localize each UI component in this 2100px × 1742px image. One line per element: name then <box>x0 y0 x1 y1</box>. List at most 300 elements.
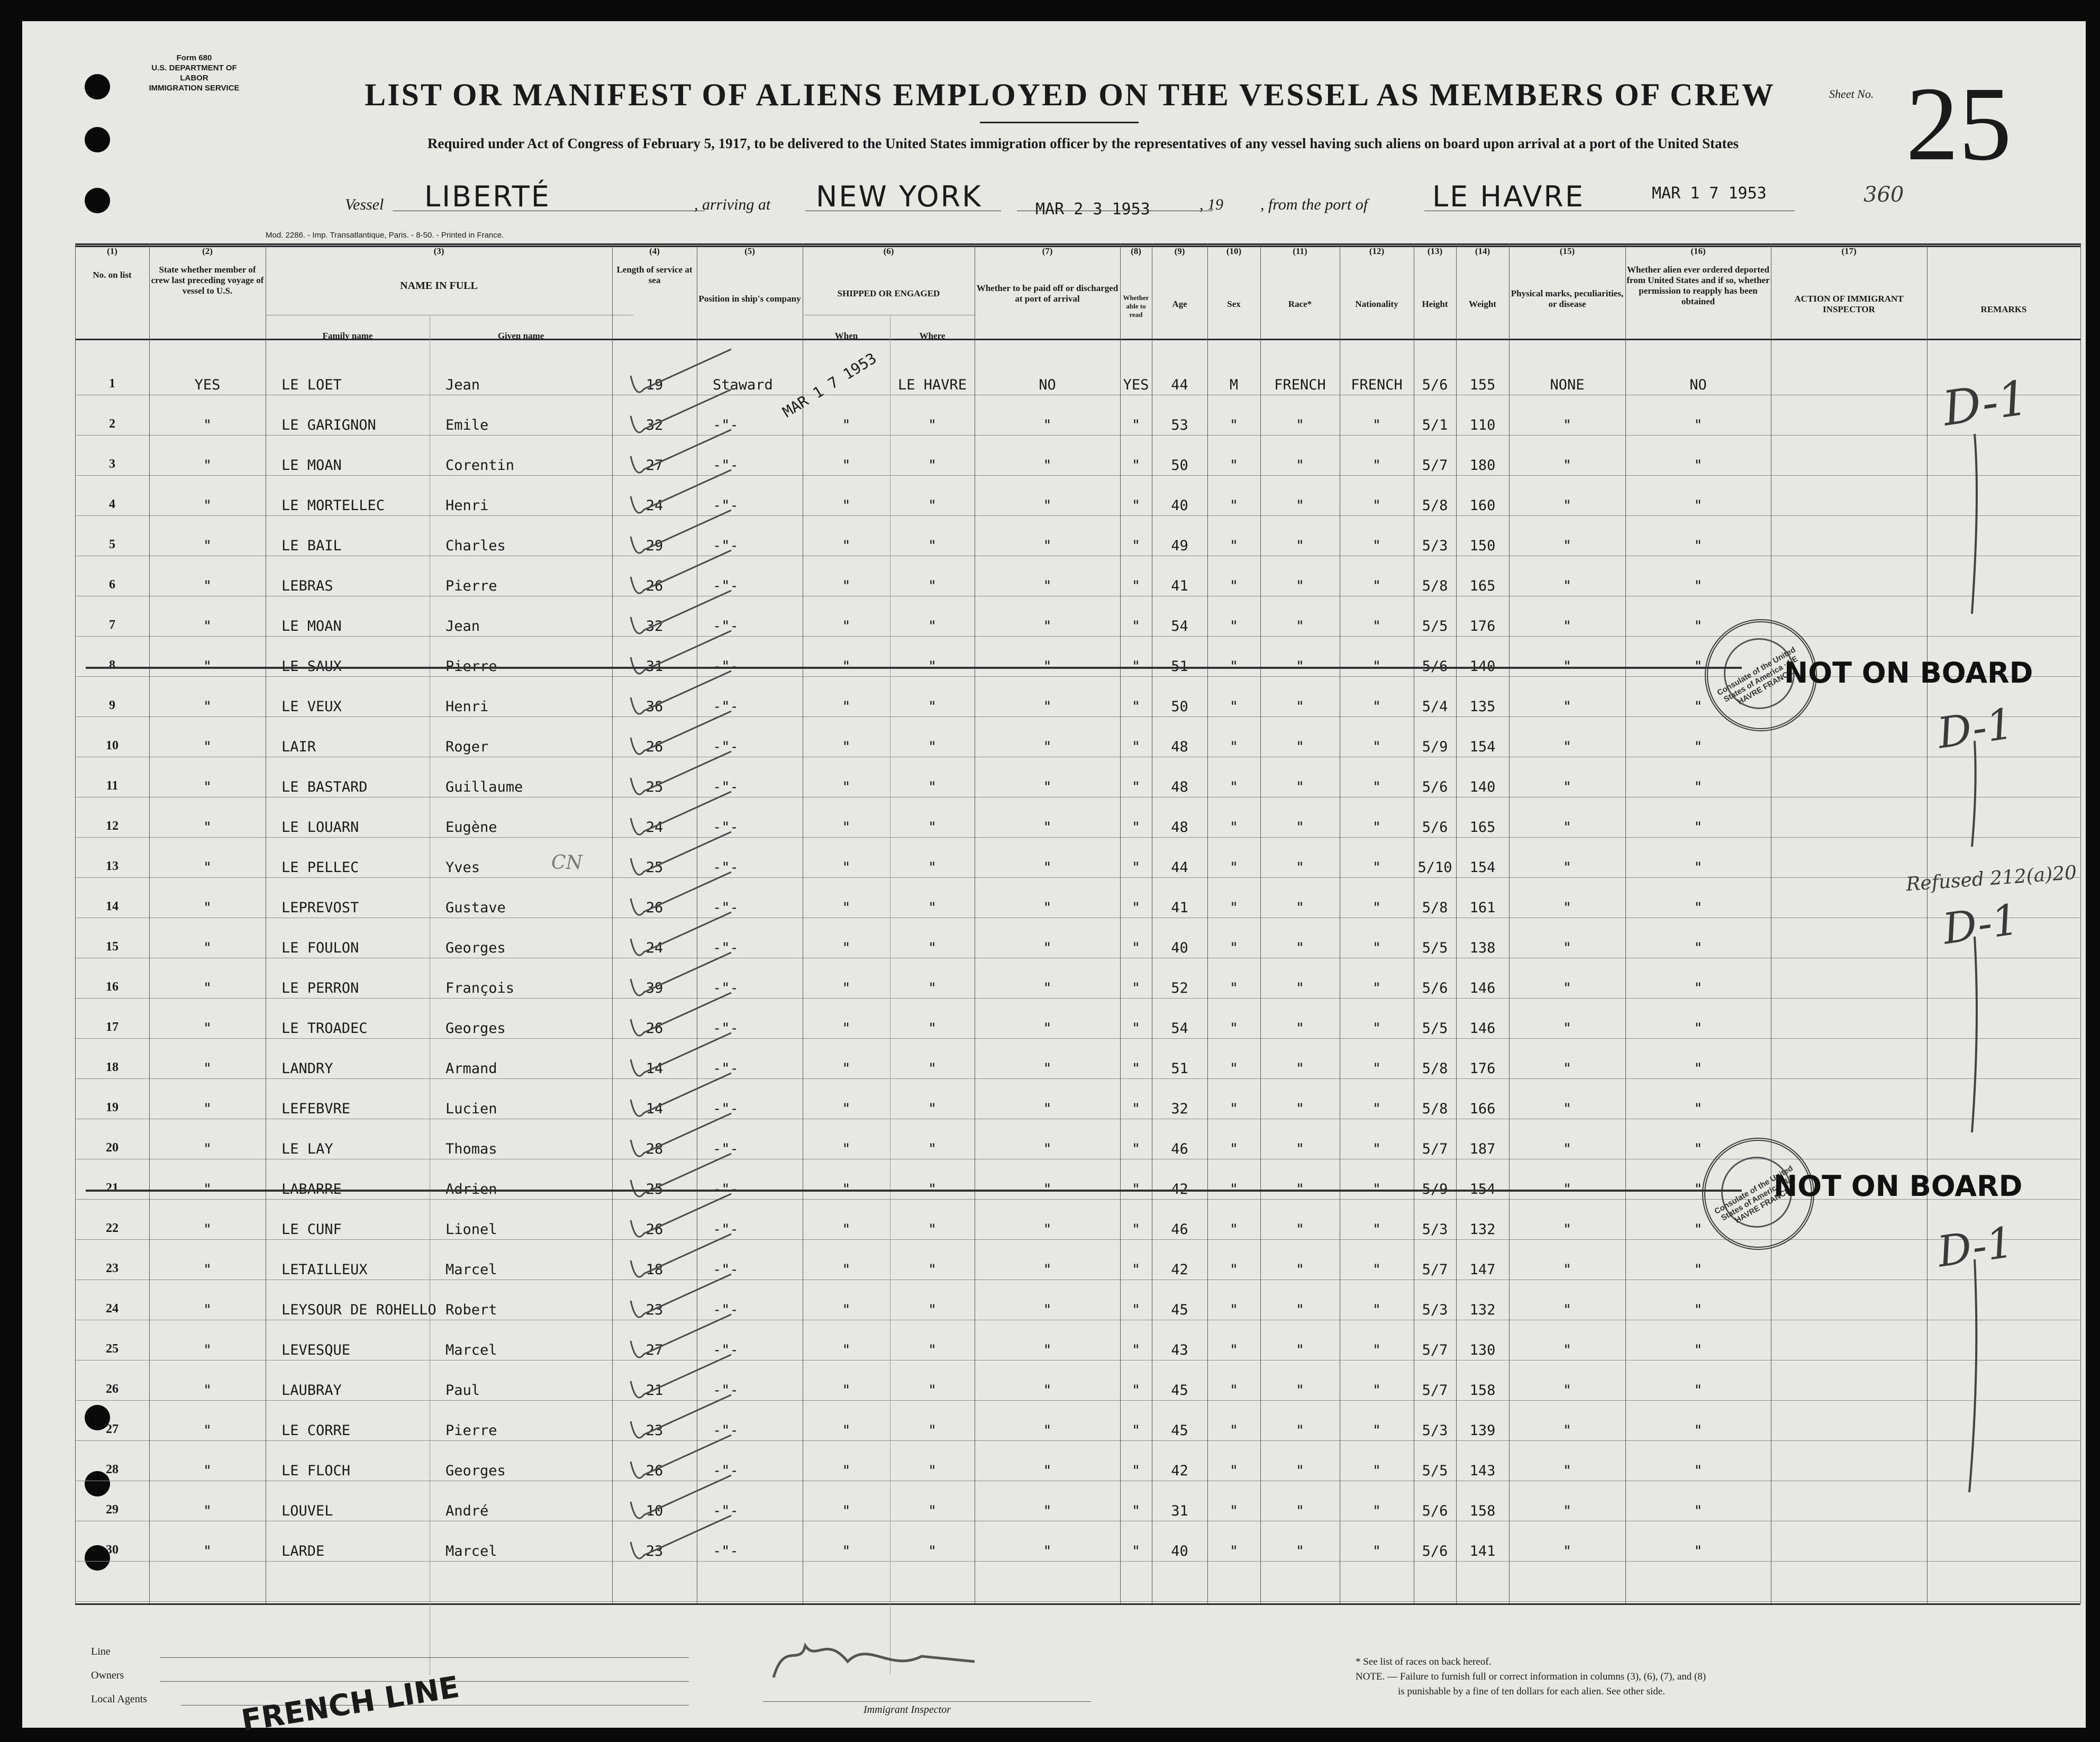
pen-check-mark <box>631 952 731 995</box>
cell-no: 7 <box>109 618 115 632</box>
cell-given: Pierre <box>446 658 497 675</box>
cell-paid: " <box>1043 497 1052 514</box>
cell-where: " <box>928 698 937 715</box>
cell-sex: " <box>1229 497 1239 514</box>
cell-position: -"- <box>713 1020 739 1037</box>
cell-when: " <box>842 698 851 715</box>
header-length-service: Length of service at sea <box>616 265 693 285</box>
cell-where: " <box>928 1302 937 1318</box>
page-title: LIST OR MANIFEST OF ALIENS EMPLOYED ON THE VESSEL AS MEMBERS OF CREW <box>365 77 1775 112</box>
cell-physical: " <box>1562 859 1572 876</box>
cell-physical: " <box>1562 1060 1572 1077</box>
cell-nationality: " <box>1372 538 1381 554</box>
cell-deported: " <box>1694 1543 1703 1559</box>
cell-deported: " <box>1694 1342 1703 1358</box>
column-number: (16) <box>1690 246 1706 256</box>
cell-position: -"- <box>713 698 739 715</box>
cell-age: 40 <box>1171 940 1188 956</box>
cell-weight: 158 <box>1469 1382 1496 1399</box>
cell-age: 43 <box>1171 1342 1188 1358</box>
cell-no: 1 <box>109 377 115 391</box>
cell-sex: " <box>1229 1020 1239 1037</box>
cell-height: 5/5 <box>1422 1463 1448 1479</box>
cell-weight: 176 <box>1469 618 1496 634</box>
cell-position: -"- <box>713 1342 739 1358</box>
cell-crew: " <box>203 1302 212 1318</box>
cell-no: 13 <box>106 859 119 873</box>
cell-weight: 146 <box>1469 1020 1496 1037</box>
cell-weight: 146 <box>1469 980 1496 996</box>
cell-service: 28 <box>646 1141 663 1157</box>
cell-where: " <box>928 658 937 675</box>
cell-race: " <box>1295 658 1305 675</box>
cell-sex: " <box>1229 859 1239 876</box>
cell-when: " <box>842 578 851 594</box>
cell-deported: " <box>1694 1382 1703 1399</box>
cell-given: Guillaume <box>446 779 523 795</box>
cell-family: LE SAUX <box>281 658 342 675</box>
cell-no: 15 <box>106 940 119 954</box>
cell-paid: " <box>1043 1463 1052 1479</box>
cell-weight: 150 <box>1469 538 1496 554</box>
cell-no: 24 <box>106 1302 119 1315</box>
pen-check-mark <box>631 1194 731 1237</box>
french-line-stamp: FRENCH LINE <box>239 1670 462 1738</box>
cell-age: 40 <box>1171 1543 1188 1559</box>
cell-age: 52 <box>1171 980 1188 996</box>
cell-height: 5/9 <box>1422 739 1448 755</box>
cell-position: -"- <box>713 1181 739 1197</box>
header-given-name: Given name <box>497 331 544 341</box>
cell-position: -"- <box>713 1262 739 1278</box>
cell-nationality: " <box>1372 698 1381 715</box>
cell-position: -"- <box>713 739 739 755</box>
cell-family: LANDRY <box>281 1060 333 1077</box>
cell-service: 27 <box>646 457 663 474</box>
cell-physical: " <box>1562 739 1572 755</box>
cell-read: " <box>1131 980 1141 996</box>
cell-physical: " <box>1562 578 1572 594</box>
cell-deported: " <box>1694 457 1703 474</box>
cell-race: " <box>1295 1382 1305 1399</box>
not-on-board-stamp: NOT ON BOARD <box>1774 1169 2023 1203</box>
cell-given: Corentin <box>446 457 515 474</box>
cell-physical: " <box>1562 940 1572 956</box>
cell-read: " <box>1131 739 1141 755</box>
cell-when: " <box>842 1503 851 1519</box>
cell-where: " <box>928 417 937 433</box>
cell-nationality: " <box>1372 980 1381 996</box>
cell-service: 23 <box>646 1302 663 1318</box>
year-label: , 19 <box>1199 196 1223 213</box>
cell-physical: " <box>1562 900 1572 916</box>
cell-family: LE MOAN <box>281 457 342 474</box>
cell-height: 5/5 <box>1422 618 1448 634</box>
cell-weight: 132 <box>1469 1302 1496 1318</box>
cell-crew: " <box>203 1342 212 1358</box>
cell-service: 24 <box>646 497 663 514</box>
cell-crew: " <box>203 1020 212 1037</box>
cell-sex: " <box>1229 698 1239 715</box>
pen-check-mark <box>631 1355 731 1398</box>
cell-service: 21 <box>646 1382 663 1399</box>
cell-crew: " <box>203 739 212 755</box>
cell-weight: 139 <box>1469 1422 1496 1439</box>
cell-height: 5/8 <box>1422 578 1448 594</box>
cell-no: 2 <box>109 417 115 431</box>
cell-crew: " <box>203 417 212 433</box>
sheet-code: 360 <box>1863 183 1904 207</box>
inspector-label: Immigrant Inspector <box>863 1704 951 1716</box>
cell-paid: " <box>1043 819 1052 836</box>
cell-service: 14 <box>646 1101 663 1117</box>
cell-weight: 161 <box>1469 900 1496 916</box>
cell-sex: " <box>1229 1463 1239 1479</box>
cell-nationality: " <box>1372 1060 1381 1077</box>
column-number: (3) <box>433 246 444 256</box>
column-number: (7) <box>1042 246 1053 256</box>
cell-physical: " <box>1562 980 1572 996</box>
cell-no: 8 <box>109 658 115 672</box>
cell-when: " <box>842 779 851 795</box>
cell-sex: " <box>1229 1101 1239 1117</box>
cell-height: 5/3 <box>1422 1302 1448 1318</box>
pen-check-mark <box>631 832 731 875</box>
cell-race: " <box>1295 618 1305 634</box>
cell-family: LOUVEL <box>281 1503 333 1519</box>
cell-family: LARDE <box>281 1543 325 1559</box>
cell-race: " <box>1295 1020 1305 1037</box>
header-race: Race* <box>1288 299 1312 309</box>
cell-sex: " <box>1229 1181 1239 1197</box>
cell-age: 45 <box>1171 1422 1188 1439</box>
cell-race: " <box>1295 1221 1305 1238</box>
strike-through-line <box>86 667 1742 669</box>
cell-crew: " <box>203 1463 212 1479</box>
cell-when: " <box>842 980 851 996</box>
remark-d1: D-1 <box>1934 698 2017 758</box>
pen-check-mark <box>631 1073 731 1116</box>
header-nationality: Nationality <box>1355 299 1398 309</box>
cell-service: 25 <box>646 859 663 876</box>
cell-deported: " <box>1694 1503 1703 1519</box>
cell-given: Paul <box>446 1382 480 1399</box>
cell-paid: " <box>1043 578 1052 594</box>
cell-height: 5/3 <box>1422 1422 1448 1439</box>
cell-deported: " <box>1694 819 1703 836</box>
cell-sex: " <box>1229 819 1239 836</box>
cell-when: " <box>842 819 851 836</box>
cell-age: 51 <box>1171 1060 1188 1077</box>
arriving-label: , arriving at <box>694 196 771 213</box>
cell-read: " <box>1131 417 1141 433</box>
cell-service: 23 <box>646 1543 663 1559</box>
cell-nationality: " <box>1372 739 1381 755</box>
cell-paid: " <box>1043 1060 1052 1077</box>
cell-height: 5/8 <box>1422 1101 1448 1117</box>
cell-deported: " <box>1694 417 1703 433</box>
cell-deported: " <box>1694 1060 1703 1077</box>
cell-position: -"- <box>713 417 739 433</box>
header-crew-prior: State whether member of crew last preceding voyage of vessel to U.S. <box>151 265 264 296</box>
cell-family: LAIR <box>281 739 316 755</box>
cell-race: " <box>1295 538 1305 554</box>
cell-when: " <box>842 739 851 755</box>
cell-race: " <box>1295 1262 1305 1278</box>
cell-when: " <box>842 1342 851 1358</box>
header-physical: Physical marks, peculiarities, or disease <box>1511 288 1624 309</box>
cell-position: -"- <box>713 658 739 675</box>
cell-read: " <box>1131 497 1141 514</box>
cell-physical: " <box>1562 658 1572 675</box>
cell-service: 26 <box>646 739 663 755</box>
pen-check-mark <box>631 711 731 754</box>
cell-height: 5/8 <box>1422 1060 1448 1077</box>
cell-no: 17 <box>106 1020 119 1034</box>
cell-sex: " <box>1229 1302 1239 1318</box>
cell-where: " <box>928 980 937 996</box>
cell-no: 26 <box>106 1382 119 1396</box>
cell-age: 45 <box>1171 1382 1188 1399</box>
cell-service: 36 <box>646 698 663 715</box>
cell-given: Jean <box>446 377 480 393</box>
cell-race: " <box>1295 457 1305 474</box>
cell-paid: " <box>1043 658 1052 675</box>
cell-no: 6 <box>109 578 115 592</box>
cell-sex: " <box>1229 1422 1239 1439</box>
cell-given: Henri <box>446 698 489 715</box>
cell-deported: " <box>1694 1422 1703 1439</box>
cell-read: " <box>1131 1141 1141 1157</box>
cell-weight: 158 <box>1469 1503 1496 1519</box>
cell-race: " <box>1295 1422 1305 1439</box>
cell-weight: 135 <box>1469 698 1496 715</box>
cell-nationality: " <box>1372 1221 1381 1238</box>
cell-paid: " <box>1043 1181 1052 1197</box>
cell-paid: " <box>1043 900 1052 916</box>
cell-weight: 187 <box>1469 1141 1496 1157</box>
cell-sex: " <box>1229 1221 1239 1238</box>
cell-no: 4 <box>109 497 115 511</box>
cell-given: Roger <box>446 739 489 755</box>
cell-where: " <box>928 538 937 554</box>
cell-weight: 140 <box>1469 658 1496 675</box>
cell-deported: " <box>1694 1463 1703 1479</box>
cell-no: 22 <box>106 1221 119 1235</box>
cell-deported: " <box>1694 739 1703 755</box>
cell-nationality: " <box>1372 1422 1381 1439</box>
cell-sex: " <box>1229 417 1239 433</box>
column-number: (14) <box>1475 246 1490 256</box>
cell-when: " <box>842 1101 851 1117</box>
cell-when: " <box>842 497 851 514</box>
cell-race: FRENCH <box>1274 377 1326 393</box>
header-deported: Whether alien ever ordered deported from United States and if so, whether permission to reapply has been obtained <box>1626 265 1770 306</box>
cell-physical: NONE <box>1550 377 1585 393</box>
cell-race: " <box>1295 1342 1305 1358</box>
cell-sex: M <box>1229 377 1239 393</box>
cell-when: " <box>842 940 851 956</box>
cell-weight: 130 <box>1469 1342 1496 1358</box>
cell-no: 12 <box>106 819 119 833</box>
pen-check-mark <box>631 1033 731 1076</box>
cell-read: " <box>1131 1422 1141 1439</box>
cell-where: " <box>928 1141 937 1157</box>
cell-age: 41 <box>1171 578 1188 594</box>
cell-physical: " <box>1562 618 1572 634</box>
cell-deported: " <box>1694 940 1703 956</box>
cell-crew: " <box>203 859 212 876</box>
cell-weight: 143 <box>1469 1463 1496 1479</box>
cell-position: -"- <box>713 1101 739 1117</box>
cell-service: 31 <box>646 658 663 675</box>
cell-service: 29 <box>646 538 663 554</box>
cell-crew: " <box>203 538 212 554</box>
cell-where: " <box>928 1382 937 1399</box>
cell-no: 14 <box>106 900 119 913</box>
cell-family: LE VEUX <box>281 698 342 715</box>
cell-age: 54 <box>1171 1020 1188 1037</box>
cell-family: LEYSOUR DE ROHELLO <box>281 1302 437 1318</box>
cell-family: LEVESQUE <box>281 1342 351 1358</box>
cell-nationality: " <box>1372 1020 1381 1037</box>
cell-read: " <box>1131 1503 1141 1519</box>
inspector-signature <box>774 1646 975 1677</box>
cell-nationality: " <box>1372 1342 1381 1358</box>
cell-position: -"- <box>713 1060 739 1077</box>
cell-sex: " <box>1229 1060 1239 1077</box>
cell-crew: " <box>203 1262 212 1278</box>
column-number: (17) <box>1841 246 1857 256</box>
cell-deported: " <box>1694 1221 1703 1238</box>
cell-nationality: " <box>1372 1543 1381 1559</box>
cell-weight: 138 <box>1469 940 1496 956</box>
header-able-read: Whether able to read <box>1123 294 1149 319</box>
cell-height: 5/10 <box>1417 859 1452 876</box>
cell-paid: " <box>1043 940 1052 956</box>
cell-family: LAUBRAY <box>281 1382 342 1399</box>
cell-deported: " <box>1694 1020 1703 1037</box>
vessel-name: LIBERTÉ <box>424 180 551 213</box>
column-number: (8) <box>1131 246 1141 256</box>
cell-paid: " <box>1043 859 1052 876</box>
cell-paid: " <box>1043 1422 1052 1439</box>
cell-family: LE BAIL <box>281 538 342 554</box>
pen-check-mark <box>631 1234 731 1277</box>
cell-service: 24 <box>646 940 663 956</box>
cell-given: Henri <box>446 497 489 514</box>
cell-weight: 155 <box>1469 377 1496 393</box>
cell-where: " <box>928 1020 937 1037</box>
cell-no: 28 <box>106 1463 119 1476</box>
cell-read: " <box>1131 618 1141 634</box>
cell-position: -"- <box>713 578 739 594</box>
cell-service: 10 <box>646 1503 663 1519</box>
line-field <box>160 1657 689 1658</box>
arrival-date-stamp: MAR 2 3 1953 <box>1035 200 1150 219</box>
cell-paid: " <box>1043 417 1052 433</box>
cell-position: -"- <box>713 618 739 634</box>
cell-weight: 147 <box>1469 1262 1496 1278</box>
cell-paid: " <box>1043 980 1052 996</box>
cell-where: " <box>928 1463 937 1479</box>
cell-nationality: FRENCH <box>1351 377 1403 393</box>
cell-family: LEPREVOST <box>281 900 359 916</box>
cell-sex: " <box>1229 1503 1239 1519</box>
cell-age: 51 <box>1171 658 1188 675</box>
cell-nationality: " <box>1372 1302 1381 1318</box>
header-family-name: Family name <box>322 331 373 341</box>
cell-race: " <box>1295 1302 1305 1318</box>
cell-nationality: " <box>1372 1463 1381 1479</box>
cell-crew: " <box>203 1503 212 1519</box>
header-paid-off: Whether to be paid off or discharged at port of arrival <box>976 283 1119 304</box>
cell-paid: " <box>1043 1101 1052 1117</box>
cell-where: " <box>928 1101 937 1117</box>
fine-note: NOTE. — Failure to furnish full or correct information in columns (3), (6), (7), and (8) <box>1356 1671 1706 1682</box>
cell-height: 5/6 <box>1422 377 1448 393</box>
header-name-in-full: NAME IN FULL <box>400 280 478 292</box>
cell-sex: " <box>1229 578 1239 594</box>
cell-crew: " <box>203 497 212 514</box>
cell-race: " <box>1295 1543 1305 1559</box>
cell-position: -"- <box>713 859 739 876</box>
cell-crew: " <box>203 779 212 795</box>
cell-family: LEFEBVRE <box>281 1101 351 1117</box>
cell-race: " <box>1295 1463 1305 1479</box>
cell-service: 32 <box>646 417 663 433</box>
cell-no: 25 <box>106 1342 119 1356</box>
cell-read: " <box>1131 819 1141 836</box>
cell-family: LABARRE <box>281 1181 342 1197</box>
cell-weight: 165 <box>1469 578 1496 594</box>
pen-marks <box>22 21 2086 1728</box>
cell-physical: " <box>1562 779 1572 795</box>
cell-paid: " <box>1043 1342 1052 1358</box>
cell-where: " <box>928 1543 937 1559</box>
pen-check-mark <box>631 550 731 593</box>
cell-given: Pierre <box>446 1422 497 1439</box>
cell-given: Georges <box>446 1463 506 1479</box>
cell-crew: " <box>203 618 212 634</box>
strike-through-line <box>86 1190 1742 1192</box>
cell-deported: " <box>1694 1101 1703 1117</box>
cell-crew: " <box>203 1382 212 1399</box>
cell-sex: " <box>1229 457 1239 474</box>
cell-family: LE LOUARN <box>281 819 359 836</box>
from-label: , from the port of <box>1260 196 1368 213</box>
cell-deported: " <box>1694 1302 1703 1318</box>
cell-physical: " <box>1562 1503 1572 1519</box>
cell-position: -"- <box>713 1543 739 1559</box>
cell-read: " <box>1131 1020 1141 1037</box>
cell-read: " <box>1131 1342 1141 1358</box>
cell-service: 25 <box>646 779 663 795</box>
cell-position: -"- <box>713 1141 739 1157</box>
cell-height: 5/7 <box>1422 1262 1448 1278</box>
cell-physical: " <box>1562 538 1572 554</box>
cell-no: 11 <box>106 779 119 793</box>
cell-no: 21 <box>106 1181 119 1195</box>
header-no-on-list: No. on list <box>93 270 132 280</box>
cell-sex: " <box>1229 739 1239 755</box>
pen-check-mark <box>631 1113 731 1156</box>
bracket-line <box>1972 434 1977 614</box>
cell-position: -"- <box>713 779 739 795</box>
cell-position: -"- <box>713 1302 739 1318</box>
cell-nationality: " <box>1372 1181 1381 1197</box>
cell-race: " <box>1295 417 1305 433</box>
